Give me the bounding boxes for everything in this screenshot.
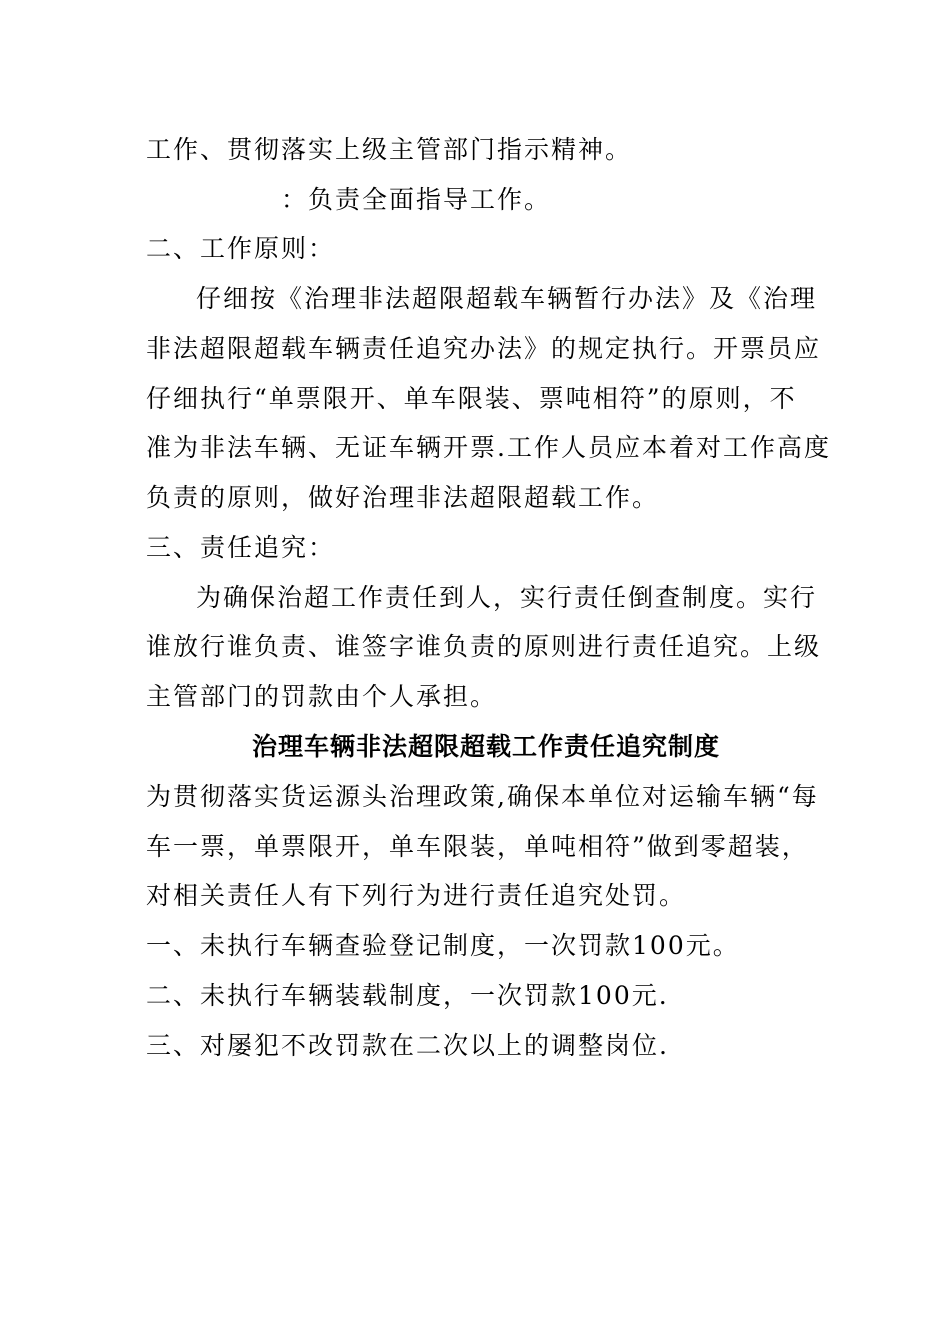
paragraph-line: 仔细执行“单票限开、单车限装、票吨相符”的原则，不: [146, 384, 797, 413]
text-line: 工作、贯彻落实上级主管部门指示精神。: [146, 135, 633, 164]
paragraph-line: 仔细按《治理非法超限超载车辆暂行办法》及《治理: [196, 284, 818, 313]
paragraph-line: 车一票，单票限开，单车限装，单吨相符”做到零超装，: [146, 832, 809, 861]
paragraph-line: 为确保治超工作责任到人，实行责任倒查制度。实行: [196, 583, 818, 612]
paragraph-line: 主管部门的罚款由个人承担。: [146, 682, 498, 711]
paragraph-line: 准为非法车辆、无证车辆开票.工作人员应本着对工作高度: [146, 433, 831, 462]
paragraph-line: 为贯彻落实货运源头治理政策,确保本单位对运输车辆“每: [146, 782, 819, 811]
text-line: ：负责全面指导工作。: [146, 185, 552, 214]
paragraph-line: 负责的原则，做好治理非法超限超载工作。: [146, 483, 660, 512]
paragraph-line: 谁放行谁负责、谁签字谁负责的原则进行责任追究。上级: [146, 632, 822, 661]
rule-item: 二、未执行车辆装载制度，一次罚款100元.: [146, 981, 669, 1010]
rule-item: 三、对屡犯不改罚款在二次以上的调整岗位.: [146, 1031, 669, 1060]
section-heading: 三、责任追究：: [146, 533, 336, 562]
paragraph-line: 对相关责任人有下列行为进行责任追究处罚。: [146, 881, 687, 910]
document-title: 治理车辆非法超限超载工作责任追究制度: [251, 732, 720, 761]
section-heading: 二、工作原则：: [146, 234, 336, 263]
rule-item: 一、未执行车辆查验登记制度，一次罚款100元。: [146, 931, 740, 960]
paragraph-line: 非法超限超载车辆责任追究办法》的规定执行。开票员应: [146, 334, 822, 363]
